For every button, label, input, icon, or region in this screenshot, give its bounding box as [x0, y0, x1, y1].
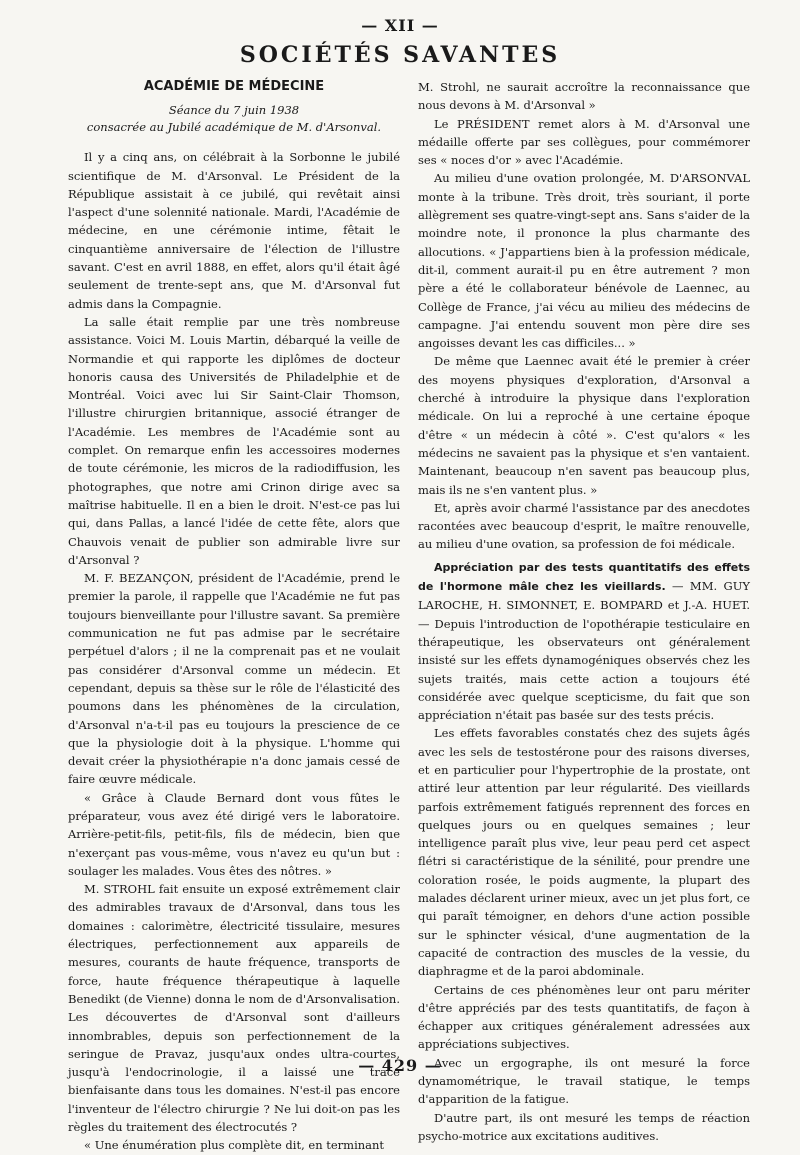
- paragraph: Au milieu d'une ovation prolongée, M. D'ARSONVAL monte à la tribune. Très droit, très souriant, il porte allègrement ses quatre-vingt-sept ans. Sans s'aider de la moindre note, il prononce la plus charmante des allocutions. « J'appartiens bien à la profession médicale, dit-il, comment aurait-il pu en être autrement ? mon père a été le collaborateur bénévole de Laennec, au Collège de France, j'ai vécu au milieu des médecins de campagne. J'ai entendu souvent mon père dire ses angoisses devant les cas difficiles... »: [418, 171, 750, 351]
- paragraph: Les effets favorables constatés chez des sujets âgés avec les sels de testostérone pour des raisons diverses, et en particulier pour l'hypertrophie de la prostate, ont attiré leur attention par leur régularité. Des vieillards parfois extrêmement fatigués reprennent des forces en quelques jours ou en quelques semaines ; leur intelligence paraît plus vive, leur peau perd cet aspect flétri si caractéristique de la sénilité, pour prendre une coloration rosée, le poids augmente, la plupart des malades déclarent uriner mieux, avec un jet plus fort, ce qui paraît témoigner, en dehors d'une action possible sur le sphincter vésical, d'une augmentation de la capacité de contraction des muscles de la vessie, du diaphragme et de la paroi abdominale.: [418, 726, 750, 979]
- paragraph: La salle était remplie par une très nombreuse assistance. Voici M. Louis Martin, débarqué la veille de Normandie et qui rapporte les diplômes de docteur honoris causa des Universités de Philadelphie et de Montréal. Voici avec lui Sir Saint-Clair Thomson, l'illustre chirurgien britannique, associé étranger de l'Académie. Les membres de l'Académie sont au complet. On remarque enfin les accessoires modernes de toute cérémonie, les micros de la radiodiffusion, les photographes, que notre ami Crinon dirige avec sa maîtrise habituelle. Il en a bien le droit. N'est-ce pas lui qui, dans Pallas, a lancé l'idée de cette fête, alors que Chauvois venait de publier son admirable livre sur d'Arsonval ?: [68, 314, 400, 567]
- paragraph: M. STROHL fait ensuite un exposé extrêmement clair des admirables travaux de d'Arsonval, dans tous les domaines : calorimètre, électricité tissulaire, mesures électriques, perfectionnement aux appareils de mesures, courants de haute fréquence, transports de force, haute fréquence thérapeutique à laquelle Benedikt (de Vienne) donna le nom de d'Arsonvalisation. Les découvertes de d'Arsonval sont d'ailleurs innombrables, depuis son perfectionnement de la seringue de Pravaz, jusqu'aux ondes ultra-courtes, jusqu'à l'endocrinologie, il a laissé une trace bienfaisante dans tous les domaines. N'est-il pas encore l'inventeur de l'électro chirurgie ? Ne lui doit-on pas les règles du traitement des électrocutés ?: [68, 882, 400, 1135]
- paragraph: M. Strohl, ne saurait accroître la reconnaissance que nous devons à M. d'Arsonval »: [418, 80, 750, 113]
- left-column: [68, 78, 400, 1155]
- right-column: [418, 78, 750, 1145]
- paragraph: « Grâce à Claude Bernard dont vous fûtes le préparateur, vous avez été dirigé vers le laboratoire. Arrière-petit-fils, petit-fils, fils de médecin, bien que n'exerçant pas vous-même, vous n'avez eu qu'un but : soulager les malades. Vous êtes des nôtres. »: [68, 790, 400, 878]
- appreciation-body: Depuis l'introduction de l'opothérapie testiculaire en thérapeutique, les observateurs ont généralement insisté sur les effets dynamogéniques observés chez les sujets traités, mais cette action a toujours été considérée avec quelque scepticisme, du fait que son appréciation n'était pas basée sur des tests précis.: [418, 616, 750, 723]
- appreciation-paragraph: [418, 558, 750, 725]
- page-header-number: — XII —: [361, 16, 439, 35]
- appreciation-title: Appréciation par des tests quantitatifs des effets de l'hormone mâle chez les vieillards.: [418, 560, 750, 594]
- paragraph: Et, après avoir charmé l'assistance par des anecdotes racontées avec beaucoup d'esprit, le maître renouvelle, au milieu d'une ovation, sa profession de foi médicale.: [418, 500, 750, 552]
- appreciation-authors: — MM. GUY LAROCHE, H. SIMONNET, E. BOMPARD et J.-A. HUET. —: [418, 579, 750, 631]
- paragraph: « Une énumération plus complète dit, en terminant: [84, 1138, 385, 1153]
- session-subtitle: consacrée au Jubilé académique de M. d'Arsonval.: [86, 120, 382, 135]
- paragraph: M. F. BEZANÇON, président de l'Académie, prend le premier la parole, il rappelle que l'Académie ne fut pas toujours bienveillante pour l'illustre savant. Sa première communication ne fut pas admise par le secrétaire perpétuel d'alors ; il ne la comprenait pas et ne voulait pas considérer d'Arsonval comme un médecin. Et cependant, depuis sa thèse sur le rôle de l'élasticité des poumons dans les phénomènes de la circulation, d'Arsonval n'a-t-il pas eu toujours la prescience de ce que la physiologie doit à la physique. L'homme qui devait créer la physiothérapie n'a donc jamais cessé de faire œuvre médicale.: [68, 571, 400, 787]
- paragraph: Avec un ergographe, ils ont mesuré la force dynamométrique, le travail statique, le temps d'apparition de la fatigue.: [418, 1055, 750, 1107]
- page-title: SOCIÉTÉS SAVANTES: [239, 42, 561, 68]
- paragraph: Il y a cinq ans, on célébrait à la Sorbonne le jubilé scientifique de M. d'Arsonval. Le Président de la République assistait à ce jubilé, qui revêtait ainsi l'aspect d'une solennité nationale. Mardi, l'Académie de médecine, en une cérémonie intime, fêtait le cinquantième anniversaire de l'élection de l'illustre savant. C'est en avril 1888, en effet, alors qu'il était âgé seulement de trente-sept ans, que M. d'Arsonval fut admis dans la Compagnie.: [68, 150, 400, 311]
- paragraph: De même que Laennec avait été le premier à créer des moyens physiques d'exploration, d'Arsonval a cherché à introduire la physique dans l'exploration médicale. On lui a reproché à une certaine époque d'être « un médecin à côté ». C'est qu'alors « les médecins ne savaient pas la physique et s'en vantaient. Maintenant, beaucoup n'en savent pas beaucoup plus, mais ils ne s'en vantent plus. »: [418, 354, 750, 497]
- paragraph: D'autre part, ils ont mesuré les temps de réaction psycho-motrice aux excitations auditives.: [418, 1110, 750, 1143]
- session-date: Séance du 7 juin 1938: [168, 103, 300, 118]
- page-footer-number: — 429 —: [358, 1056, 442, 1075]
- paragraph: Certains de ces phénomènes leur ont paru mériter d'être appréciés par des tests quantitatifs, de façon à échapper aux critiques généralement adressées aux appréciations subjectives.: [418, 982, 750, 1052]
- section-heading: ACADÉMIE DE MÉDECINE: [143, 79, 325, 94]
- paragraph: Le PRÉSIDENT remet alors à M. d'Arsonval une médaille offerte par ses collègues, pour commémorer ses « noces d'or » avec l'Académie.: [418, 116, 750, 168]
